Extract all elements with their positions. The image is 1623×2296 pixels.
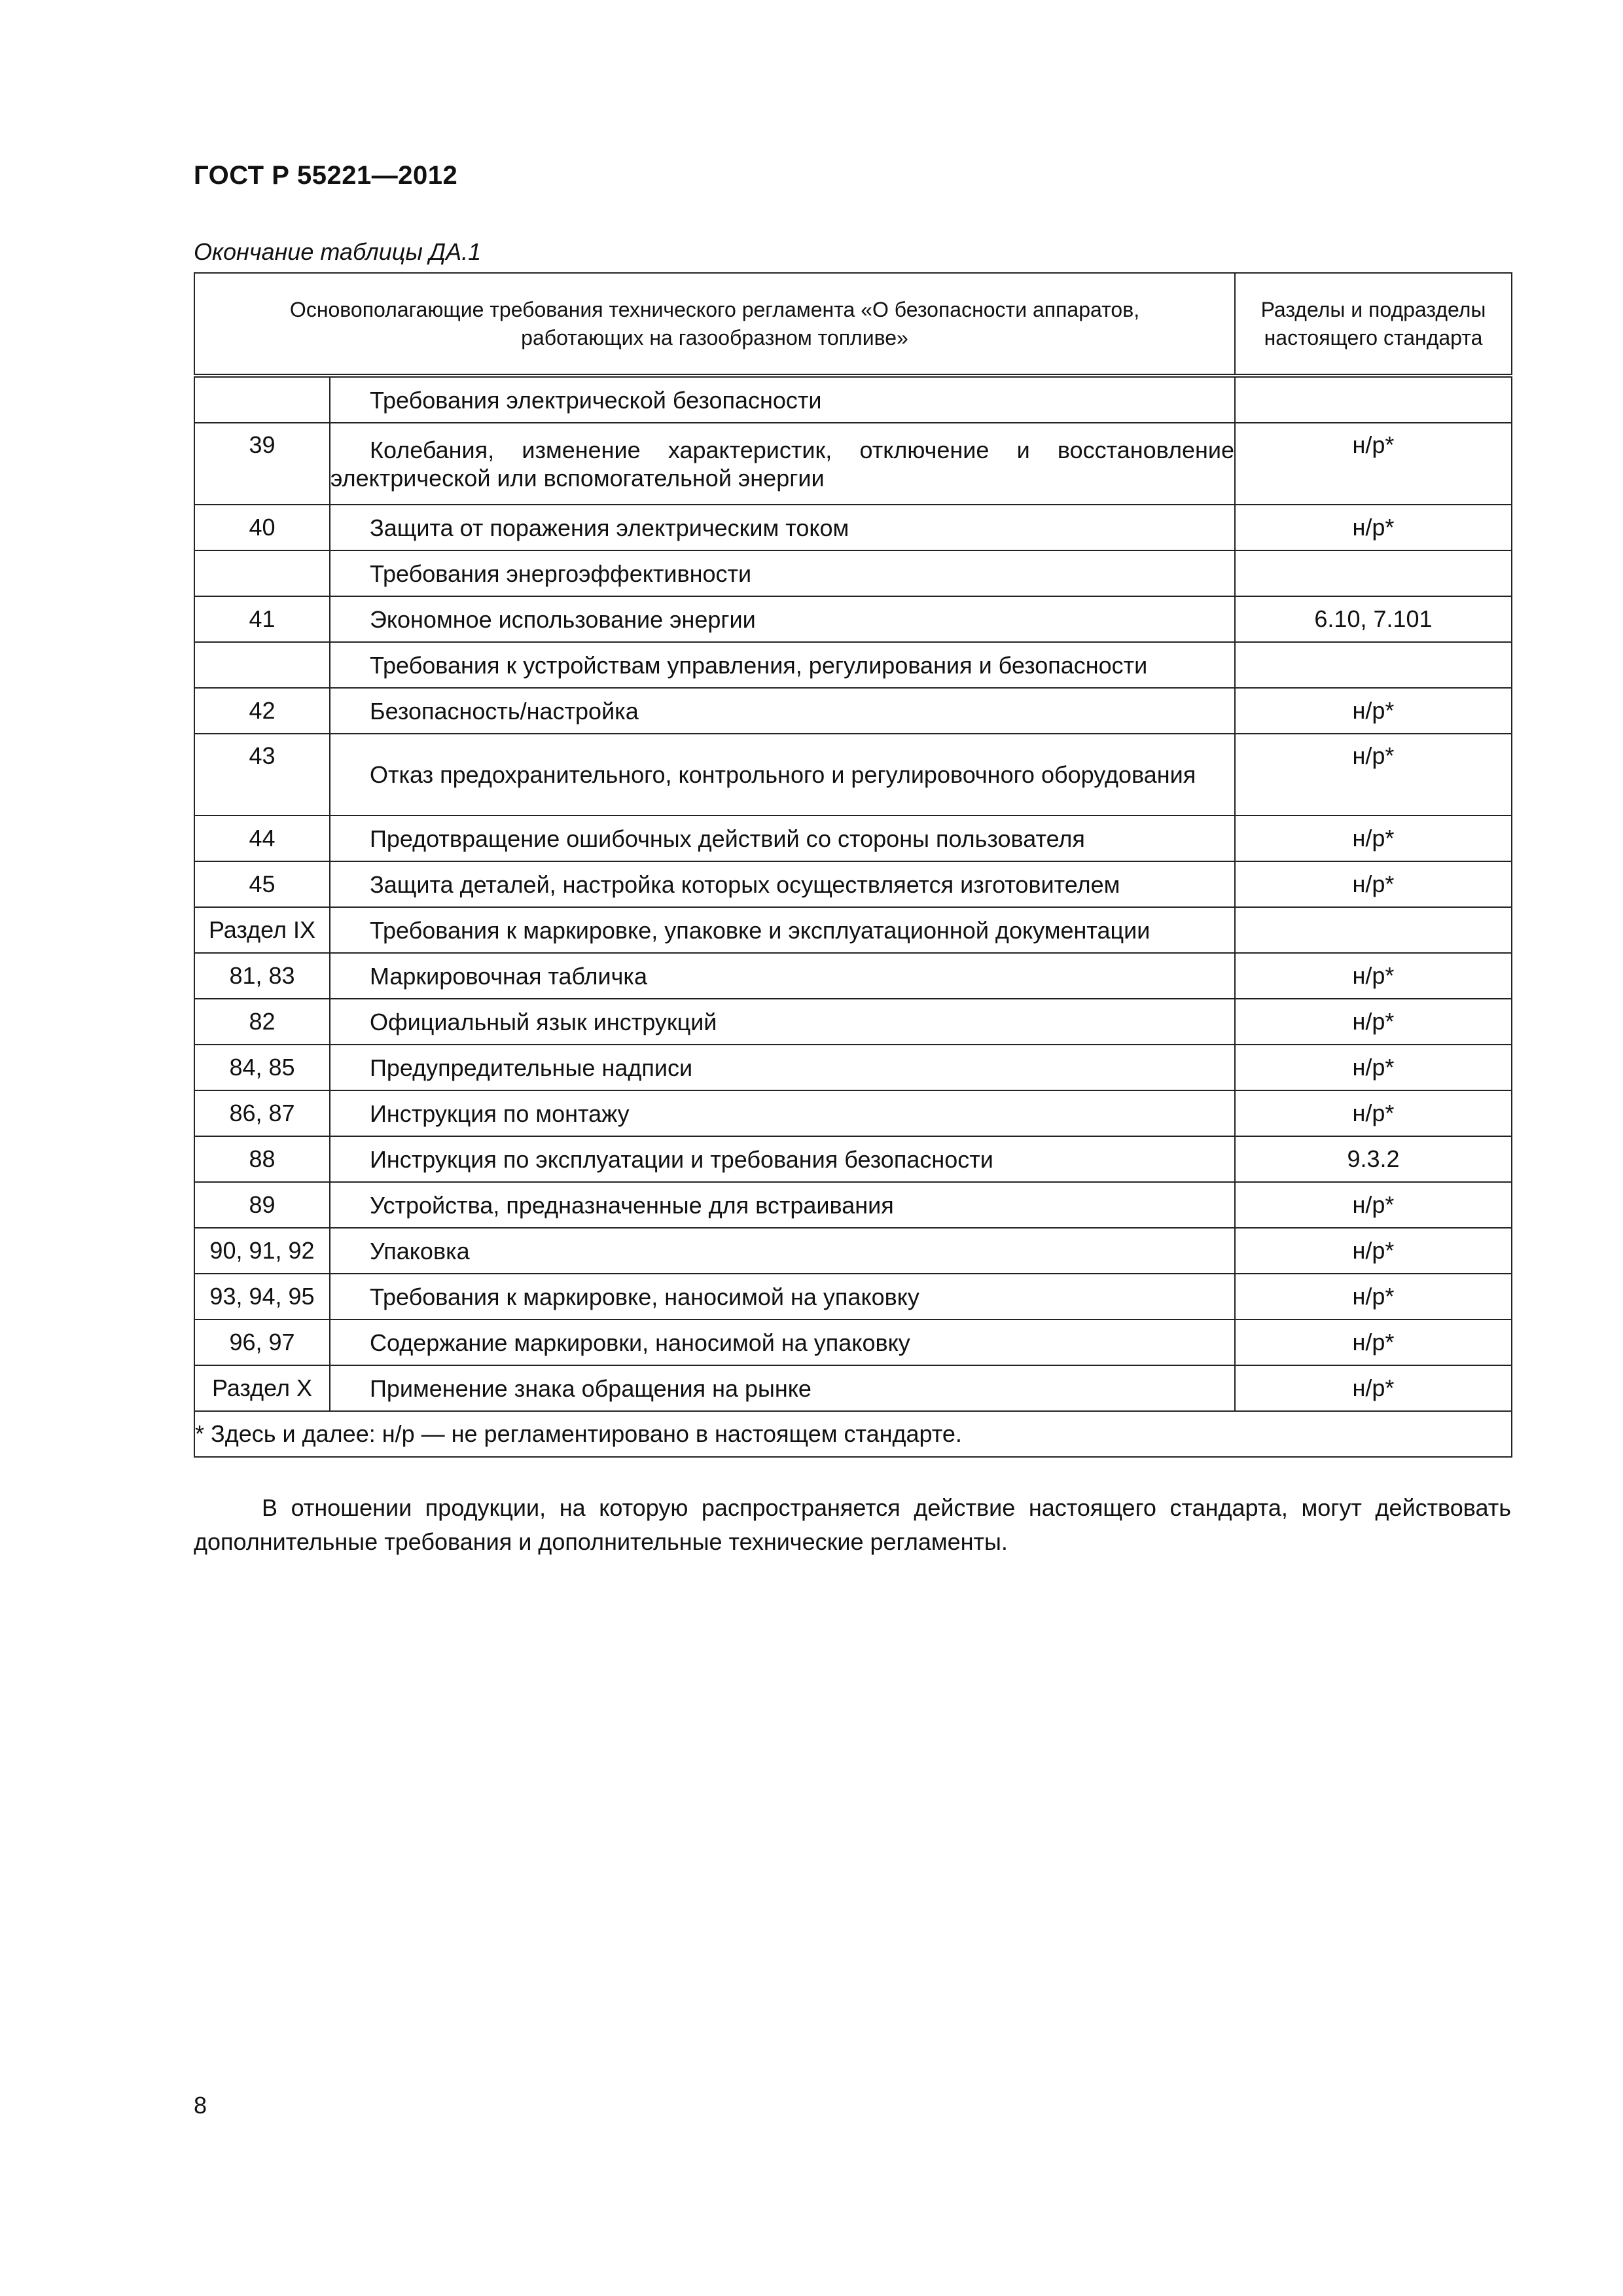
row-requirement bbox=[330, 688, 1235, 734]
row-number: Раздел X bbox=[194, 1365, 330, 1411]
row-requirement-text: Упаковка bbox=[370, 1237, 470, 1265]
row-reference bbox=[1235, 642, 1512, 688]
row-requirement-text: Инструкция по монтажу bbox=[370, 1100, 630, 1127]
row-reference: н/р* bbox=[1235, 734, 1512, 816]
table-row bbox=[194, 688, 1512, 734]
row-requirement bbox=[330, 550, 1235, 596]
row-requirement bbox=[330, 1365, 1235, 1411]
row-requirement bbox=[330, 999, 1235, 1045]
row-number: 44 bbox=[194, 816, 330, 861]
requirements-table bbox=[194, 272, 1512, 1458]
row-reference: н/р* bbox=[1235, 1182, 1512, 1228]
row-reference: н/р* bbox=[1235, 999, 1512, 1045]
row-requirement bbox=[330, 505, 1235, 550]
row-reference bbox=[1235, 550, 1512, 596]
row-number: 81, 83 bbox=[194, 953, 330, 999]
table-row bbox=[194, 376, 1512, 423]
row-reference: н/р* bbox=[1235, 423, 1512, 505]
row-reference: н/р* bbox=[1235, 505, 1512, 550]
row-requirement-text: Требования электрической безопасности bbox=[370, 386, 822, 414]
table-row bbox=[194, 505, 1512, 550]
row-requirement-text: Безопасность/настройка bbox=[370, 697, 639, 725]
row-requirement-text: Защита деталей, настройка которых осуществляется изготовителем bbox=[370, 870, 1120, 898]
table-row bbox=[194, 550, 1512, 596]
row-requirement-text: Экономное использование энергии bbox=[370, 605, 756, 633]
table-footnote: * Здесь и далее: н/р — не регламентировано в настоящем стандарте. bbox=[194, 1411, 1512, 1457]
row-requirement-text: Требования энергоэффективности bbox=[370, 560, 752, 587]
row-requirement bbox=[330, 907, 1235, 953]
row-requirement-text: Применение знака обращения на рынке bbox=[370, 1374, 812, 1402]
row-reference: н/р* bbox=[1235, 1045, 1512, 1090]
row-reference: н/р* bbox=[1235, 953, 1512, 999]
row-reference: 6.10, 7.101 bbox=[1235, 596, 1512, 642]
closing-paragraph bbox=[194, 1491, 1511, 1559]
table-row bbox=[194, 1182, 1512, 1228]
row-requirement-text: Официальный язык инструкций bbox=[370, 1008, 717, 1035]
header-sections bbox=[1235, 273, 1512, 376]
row-requirement bbox=[330, 642, 1235, 688]
table-header-row bbox=[194, 273, 1512, 376]
table-row bbox=[194, 907, 1512, 953]
table-footnote-row bbox=[194, 1411, 1512, 1457]
row-requirement bbox=[330, 1136, 1235, 1182]
row-requirement-text: Требования к маркировке, упаковке и эксплуатационной документации bbox=[370, 916, 1150, 944]
header-requirements-text: Основополагающие требования технического регламента «О безопасности аппаратов, работающих на газообразном топливе» bbox=[289, 297, 1140, 350]
row-number bbox=[194, 642, 330, 688]
row-number: 82 bbox=[194, 999, 330, 1045]
row-number: 86, 87 bbox=[194, 1090, 330, 1136]
table-row bbox=[194, 1319, 1512, 1365]
table-row bbox=[194, 861, 1512, 907]
row-requirement bbox=[330, 861, 1235, 907]
header-sections-text: Разделы и подразделы настоящего стандарта bbox=[1260, 297, 1486, 350]
row-requirement-text: Маркировочная табличка bbox=[370, 962, 647, 990]
row-reference: 9.3.2 bbox=[1235, 1136, 1512, 1182]
row-number: 41 bbox=[194, 596, 330, 642]
row-number: Раздел IX bbox=[194, 907, 330, 953]
row-number bbox=[194, 550, 330, 596]
row-reference bbox=[1235, 907, 1512, 953]
row-requirement-text: Предотвращение ошибочных действий со стороны пользователя bbox=[370, 825, 1085, 852]
document-code: ГОСТ Р 55221—2012 bbox=[194, 161, 458, 190]
table-row bbox=[194, 1045, 1512, 1090]
row-requirement-text: Требования к устройствам управления, регулирования и безопасности bbox=[370, 651, 1148, 679]
table-row bbox=[194, 1228, 1512, 1274]
row-number: 43 bbox=[194, 734, 330, 816]
row-requirement bbox=[330, 1319, 1235, 1365]
row-reference: н/р* bbox=[1235, 1090, 1512, 1136]
row-requirement-text: Инструкция по эксплуатации и требования безопасности bbox=[370, 1145, 993, 1173]
row-number: 90, 91, 92 bbox=[194, 1228, 330, 1274]
table-row bbox=[194, 1274, 1512, 1319]
table-row bbox=[194, 642, 1512, 688]
row-requirement bbox=[330, 1045, 1235, 1090]
row-requirement bbox=[330, 953, 1235, 999]
row-reference: н/р* bbox=[1235, 1274, 1512, 1319]
row-reference: н/р* bbox=[1235, 816, 1512, 861]
row-number: 88 bbox=[194, 1136, 330, 1182]
row-reference: н/р* bbox=[1235, 688, 1512, 734]
row-requirement bbox=[330, 423, 1235, 505]
row-reference: н/р* bbox=[1235, 1319, 1512, 1365]
table-row bbox=[194, 1365, 1512, 1411]
row-number: 40 bbox=[194, 505, 330, 550]
row-reference: н/р* bbox=[1235, 861, 1512, 907]
row-number: 45 bbox=[194, 861, 330, 907]
row-requirement-text: Защита от поражения электрическим током bbox=[370, 514, 849, 541]
row-reference: н/р* bbox=[1235, 1365, 1512, 1411]
row-number bbox=[194, 376, 330, 423]
row-requirement bbox=[330, 1182, 1235, 1228]
table-row bbox=[194, 423, 1512, 505]
row-requirement bbox=[330, 816, 1235, 861]
table-row bbox=[194, 1136, 1512, 1182]
table-row bbox=[194, 734, 1512, 816]
row-number: 84, 85 bbox=[194, 1045, 330, 1090]
row-requirement bbox=[330, 596, 1235, 642]
row-requirement-text: Требования к маркировке, наносимой на упаковку bbox=[370, 1283, 919, 1310]
row-requirement bbox=[330, 1090, 1235, 1136]
page-number: 8 bbox=[194, 2092, 207, 2119]
table-row bbox=[194, 816, 1512, 861]
closing-paragraph-text: В отношении продукции, на которую распространяется действие настоящего стандарта, могут действовать дополнительные требования и дополнительные технические регламенты. bbox=[194, 1494, 1511, 1555]
row-number: 89 bbox=[194, 1182, 330, 1228]
table-row bbox=[194, 596, 1512, 642]
row-requirement-text: Содержание маркировки, наносимой на упаковку bbox=[370, 1329, 910, 1356]
row-requirement bbox=[330, 1274, 1235, 1319]
row-reference: н/р* bbox=[1235, 1228, 1512, 1274]
row-number: 93, 94, 95 bbox=[194, 1274, 330, 1319]
row-requirement-text: Колебания, изменение характеристик, отключение и восстановление электрической или вспомогательной энергии bbox=[330, 436, 1234, 492]
row-requirement bbox=[330, 734, 1235, 816]
row-requirement-text: Устройства, предназначенные для встраивания bbox=[370, 1191, 894, 1219]
header-requirements bbox=[194, 273, 1235, 376]
row-requirement-text: Отказ предохранительного, контрольного и регулировочного оборудования bbox=[370, 761, 1196, 788]
row-requirement bbox=[330, 376, 1235, 423]
row-reference bbox=[1235, 376, 1512, 423]
row-requirement-text: Предупредительные надписи bbox=[370, 1054, 693, 1081]
row-number: 42 bbox=[194, 688, 330, 734]
row-requirement bbox=[330, 1228, 1235, 1274]
table-row bbox=[194, 1090, 1512, 1136]
table-caption: Окончание таблицы ДА.1 bbox=[194, 238, 482, 265]
row-number: 96, 97 bbox=[194, 1319, 330, 1365]
row-number: 39 bbox=[194, 423, 330, 505]
table-row bbox=[194, 999, 1512, 1045]
table-row bbox=[194, 953, 1512, 999]
